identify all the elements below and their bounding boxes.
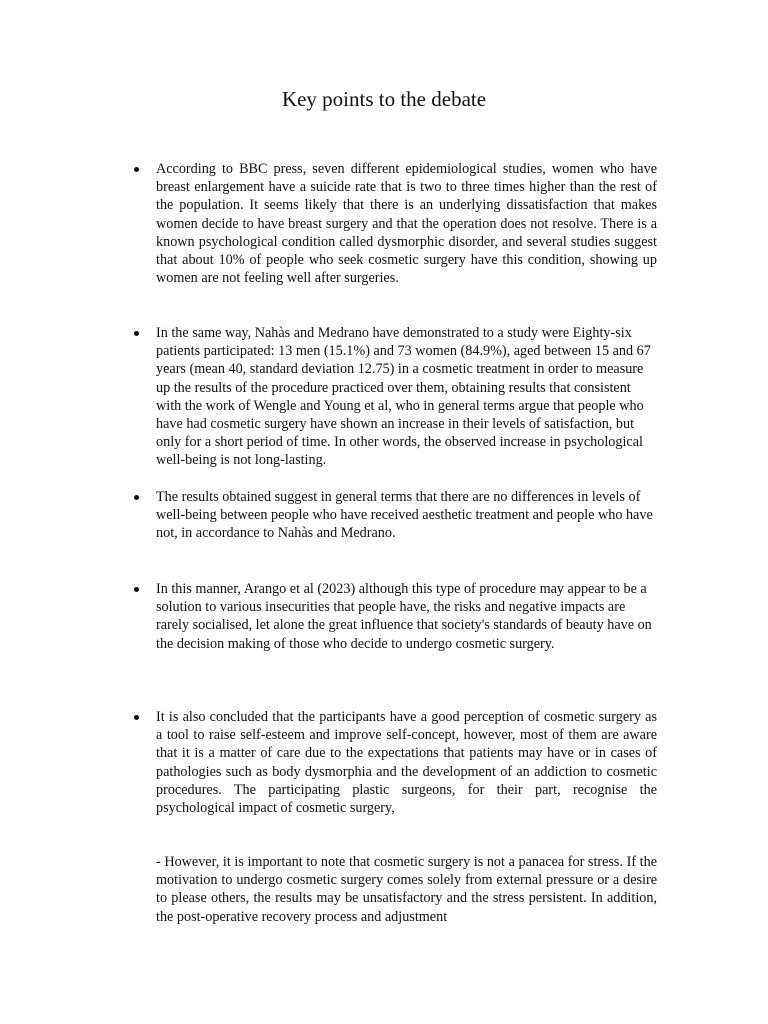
bullet-item bbox=[156, 580, 657, 653]
bullet-icon bbox=[134, 331, 139, 336]
page-title: Key points to the debate bbox=[281, 87, 487, 111]
bullet-item bbox=[156, 488, 657, 543]
bullet-icon bbox=[134, 495, 139, 500]
bullet-text: In the same way, Nahàs and Medrano have demonstrated to a study were Eighty-six patients participated: 13 men (15.1%) and 73 women (84.9%), aged between 15 and 67 years (mean 40, standard deviation 12.75) in a cosmetic treatment in order to measure up the results of the procedure practiced over them, obtaining results that consistent with the work of Wengle and Young et al, who in general terms argue that people who have had cosmetic surgery have shown an increase in their levels of satisfaction, but only for a short period of time. In other words, the observed increase in psychological well-being is not long-lasting. bbox=[156, 325, 651, 469]
bullet-item bbox=[156, 160, 657, 287]
bullet-icon bbox=[134, 587, 139, 592]
bullet-icon bbox=[134, 715, 139, 720]
bullet-text: In this manner, Arango et al (2023) although this type of procedure may appear to be a solution to various insecurities that people have, the risks and negative impacts are rarely socialised, let alone the great influence that society's standards of beauty have on the decision making of those who decide to undergo cosmetic surgery. bbox=[156, 581, 652, 652]
bullet-icon bbox=[134, 167, 139, 172]
bullet-item bbox=[156, 708, 657, 817]
bullet-text: It is also concluded that the participants have a good perception of cosmetic surgery as a tool to raise self-esteem and improve self-concept, however, most of them are aware that it is a matter of care due to the expectations that patients may have or in cases of pathologies such as body dysmorphia and the development of an addiction to cosmetic procedures. The participating plastic surgeons, for their part, recognise the psychological impact of cosmetic surgery, bbox=[156, 709, 657, 817]
bullet-text: The results obtained suggest in general terms that there are no differences in levels of well-being between people who have received aesthetic treatment and people who have not, in accordance to Nahàs and Medrano. bbox=[156, 489, 653, 542]
bullet-item bbox=[156, 853, 657, 927]
bullet-text: According to BBC press, seven different epidemiological studies, women who have breast enlargement have a suicide rate that is two to three times higher than the rest of the population. It seems likely that there is an underlying dissatisfaction that makes women decide to have breast surgery and that the operation does not resolve. There is a known psychological condition called dysmorphic disorder, and several studies suggest that about 10% of people who seek cosmetic surgery have this condition, showing up women are not feeling well after surgeries. bbox=[156, 161, 657, 287]
bullet-text: - However, it is important to note that cosmetic surgery is not a panacea for stress. If the motivation to undergo cosmetic surgery comes solely from external pressure or a desire to please others, the results may be unsatisfactory and the stress persistent. In addition, the post-operative recovery process and adjustment bbox=[156, 854, 657, 925]
bullet-item bbox=[156, 324, 657, 470]
